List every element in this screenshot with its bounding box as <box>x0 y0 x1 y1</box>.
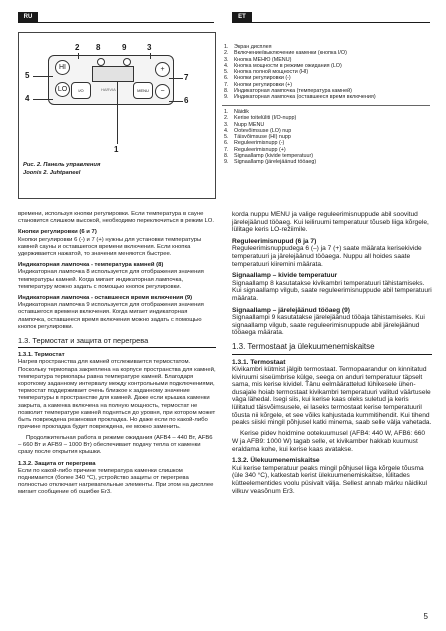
paragraph: Нагрев пространства для камней отслеживается термостатом. Поскольку термопара закреплена на корпусе пространства для камней, температура термопары равна температуре камней. Благодаря короткому заданному интервалу между контрольными подключениями, термостат поддерживает очень близкое к заданному значение температуры в пространстве для камней. Даже если крышка каменки закрыта, а каменка включена на полную мощность, термостат не позволит температуре камней подняться до уровня, при котором может быть повреждена резиновая прокладка. Но даже если по какой-либо причине прокладка будет повреждена, ее можно заменить. <box>18 359 216 431</box>
subheading: Индикаторная лампочка - температура камней (8) <box>18 262 164 269</box>
leader-line <box>33 99 53 100</box>
leader-line <box>150 53 151 59</box>
legend-item: 5. Täisvõimsuse (HI) nupp <box>224 134 291 141</box>
menu-label: MENU <box>137 88 149 93</box>
minus-button <box>155 84 170 99</box>
leader-line <box>78 53 79 59</box>
paragraph: Продолжительная работа в режиме ожидания (AFB4 – 440 Вт, AFB6 – 660 Вт и AFB9 – 1000 Вт) обеспечивает подачу тепла от каменки сразу после открытия крышки. <box>18 434 213 456</box>
leader-line <box>169 101 183 102</box>
legend-item: 1. Экран дисплея <box>224 44 272 50</box>
paragraph: Kui kerise temperatuur peaks mingil põhjusel liiga kõrgele tõusma (üle 340 °C), katkestab kerist ülekuumenemiskaitse, lülitades kütteelementides voolu püsivalt välja. Sellest annab märku näidikul vilkuv veasõnum Er3. <box>232 464 427 495</box>
legend-item: 4. Ootevõimsuse (LO) nup <box>224 127 292 134</box>
caption-et: Joonis 2. Juhtpaneel <box>23 170 81 176</box>
legend-item: 1. Näidik <box>224 109 249 115</box>
paragraph: Signaallampi 9 kasutatakse järelejäänud tööaja tähistamiseks. Kui signaallamp vilgub, saate reguleerimisnuppude abil järelejäänud tööaega määrata. <box>232 314 425 337</box>
callout-5: 5 <box>25 71 30 80</box>
legend-item: 3. Кнопка МЕНЮ (MENU) <box>224 56 292 63</box>
paragraph: Индикаторная лампочка 8 используется для отображения значения температуры камней. Когда мигает индикаторная лампочка, температуру можно задать с помощью кнопок регулировки. <box>18 269 204 290</box>
section-heading: 1.3. Термостат и защита от перегрева <box>18 337 216 348</box>
paragraph: Если по какой-либо причине температура каменки слишком поднимается (более 340 °C), устройство защиты от перегрева полностью отключает нагревательные элементы. При этом на дисплее мигает сообщение об ошибке Er3. <box>18 467 214 496</box>
legend-item: 9. Signaallamp (järelejäänud tööaeg) <box>224 159 317 166</box>
subheading: Индикаторная лампочка - оставшееся время включения (9) <box>18 295 193 302</box>
power-button <box>71 82 91 99</box>
callout-6: 6 <box>184 96 189 105</box>
legend-item: 7. Reguleerimisnupp (+) <box>224 146 286 153</box>
legend-item: 6. Кнопки регулировки (-) <box>224 75 291 82</box>
time-indicator-lamp <box>123 58 131 66</box>
subheading: 1.3.1. Termostaat <box>232 358 286 366</box>
legend-item: 5. Кнопка полной мощности (HI) <box>224 69 309 76</box>
power-label: I/O <box>78 88 84 93</box>
plus-button <box>155 62 170 77</box>
subheading: Кнопки регулировки (6 и 7) <box>18 229 97 236</box>
figure-caption <box>23 161 100 177</box>
legend-item: 6. Reguleerimisnupp (-) <box>224 140 285 147</box>
header-rule-left <box>18 22 214 23</box>
subheading: Signaallamp – järelejäänud tööaeg (9) <box>232 306 350 314</box>
callout-1: 1 <box>114 145 119 154</box>
estonian-column <box>232 211 432 499</box>
paragraph: korda nuppu MENU ja valige reguleerimisnuppude abil soovitud järelejäänud tööaeg. Kui leiliruumi temperatuur tõuseb liiga kõrgele, lülitage keris LO-režiimile. <box>232 211 429 234</box>
subheading: Signaallamp – kivide temperatuur <box>232 272 338 280</box>
subheading: Reguleerimisnupud (6 ja 7) <box>232 237 317 245</box>
callout-8: 8 <box>96 43 101 52</box>
header-rule-right <box>232 22 430 23</box>
legend-ru <box>224 44 430 101</box>
display-screen <box>92 66 134 82</box>
legend-item: 8. Индикаторная лампочка (температура камней) <box>224 88 352 95</box>
paragraph: Kerise pidev hoidmine ootekuumusel (AFB4: 440 W, AFB6: 660 W ja AFB9: 1000 W) tagab selle, et kivikamber hakkab kuumust eraldama kohe, kui kerise kaas avatakse. <box>232 430 426 453</box>
brand-label: HARVIA <box>101 87 116 92</box>
lang-badge-et: ET <box>232 12 252 22</box>
hi-label: HI <box>59 64 66 71</box>
callout-3: 3 <box>147 43 152 52</box>
russian-column <box>18 211 216 500</box>
leader-line <box>117 81 118 144</box>
callout-7: 7 <box>184 73 189 82</box>
section-heading: 1.3. Termostaat ja ülekuumenemiskaitse <box>232 343 432 355</box>
legend-item: 2. Kerise toitelüliti (I/O-nupp) <box>224 115 297 122</box>
legend-divider <box>222 105 430 106</box>
paragraph: Reguleerimisnuppudega 6 (–) ja 7 (+) saate määrata kerisekivide temperatuuri ja järelejäänud tööaega. Nuppu all hoides saate temperatuuri kiiremini määrata. <box>232 245 422 268</box>
legend-item: 4. Кнопка мощности в режиме ожидания (LO) <box>224 62 342 69</box>
legend-item: 7. Кнопки регулировки (+) <box>224 81 293 88</box>
hi-button <box>55 60 70 75</box>
lo-label: LO <box>57 86 68 93</box>
minus-label: − <box>160 88 165 95</box>
legend-item: 3. Nupp MENU <box>224 121 265 128</box>
leader-line <box>169 78 183 79</box>
paragraph: Kivikambri kütmist jälgib termostaat. Termopaarandur on kinnitatud kiviruumi siseümbrise külge, seega on anduri temperatuur täpselt sama, mis kerise kividel. Tänu eelmäärattelud lühikesele ühendusajale hoiab termostaat kivikambri temperatuuri valitud väärtusele väga lähedal. Isegi siis, kui kerise kaas oleks suletud ja keris lülitatud täisvõimsusele, ei laseks termostaat kerise temperatuuril tõusta nii kõrgele, et see võiks kahjustada kummitihendit. Kui tihend peaks siiski mingil põhjusel katki minema, saab selle välja vahetada. <box>232 366 432 427</box>
paragraph: Signaallamp 8 kasutatakse kivikambri temperatuuri tähistamiseks. Kui signaallamp vilgub, saate reguleerimisnuppude abil temperatuuri määrata. <box>232 279 432 302</box>
menu-button <box>133 82 153 99</box>
lo-button <box>55 82 70 97</box>
legend-item: 9. Индикаторная лампочка (оставшееся время включения) <box>224 94 376 101</box>
paragraph: Кнопки регулировки 6 (-) и 7 (+) нужны для установки температуры камней сауны и оставшегося времени включения. Если кнопка удерживается нажатой, то значения меняются быстрее. <box>18 236 202 258</box>
page-number: 5 <box>423 612 428 621</box>
callout-9: 9 <box>122 43 127 52</box>
paragraph: Индикаторная лампочка 9 используется для отображения значения оставшегося времени включения. Когда мигает индикаторная лампочка, оставшееся время включения можно задать с помощью кнопок регулировки. <box>18 302 204 330</box>
leader-line <box>33 76 53 77</box>
control-panel-figure <box>18 32 216 199</box>
caption-ru: Рис. 2. Панель управления <box>23 162 101 168</box>
legend-item: 8. Signaallamp (kivide temperatuur) <box>224 153 314 160</box>
lang-badge-ru: RU <box>18 12 38 22</box>
subheading: 1.3.1. Термостат <box>18 352 65 359</box>
callout-4: 4 <box>25 94 30 103</box>
subheading: 1.3.2. Ülekuumenemiskaitse <box>232 457 320 465</box>
subheading: 1.3.2. Защита от перегрева <box>18 460 96 467</box>
callout-2: 2 <box>75 43 80 52</box>
legend-et <box>224 109 430 166</box>
plus-label: + <box>160 66 165 73</box>
control-panel-drawing <box>48 55 174 105</box>
legend-item: 2. Включение/выключение каменки (кнопка I/O) <box>224 50 347 57</box>
temperature-indicator-lamp <box>97 58 105 66</box>
paragraph: времени, используя кнопки регулировки. Если температура в сауне становится слишком высокой, необходимо переключиться в режим LO. <box>18 211 214 225</box>
